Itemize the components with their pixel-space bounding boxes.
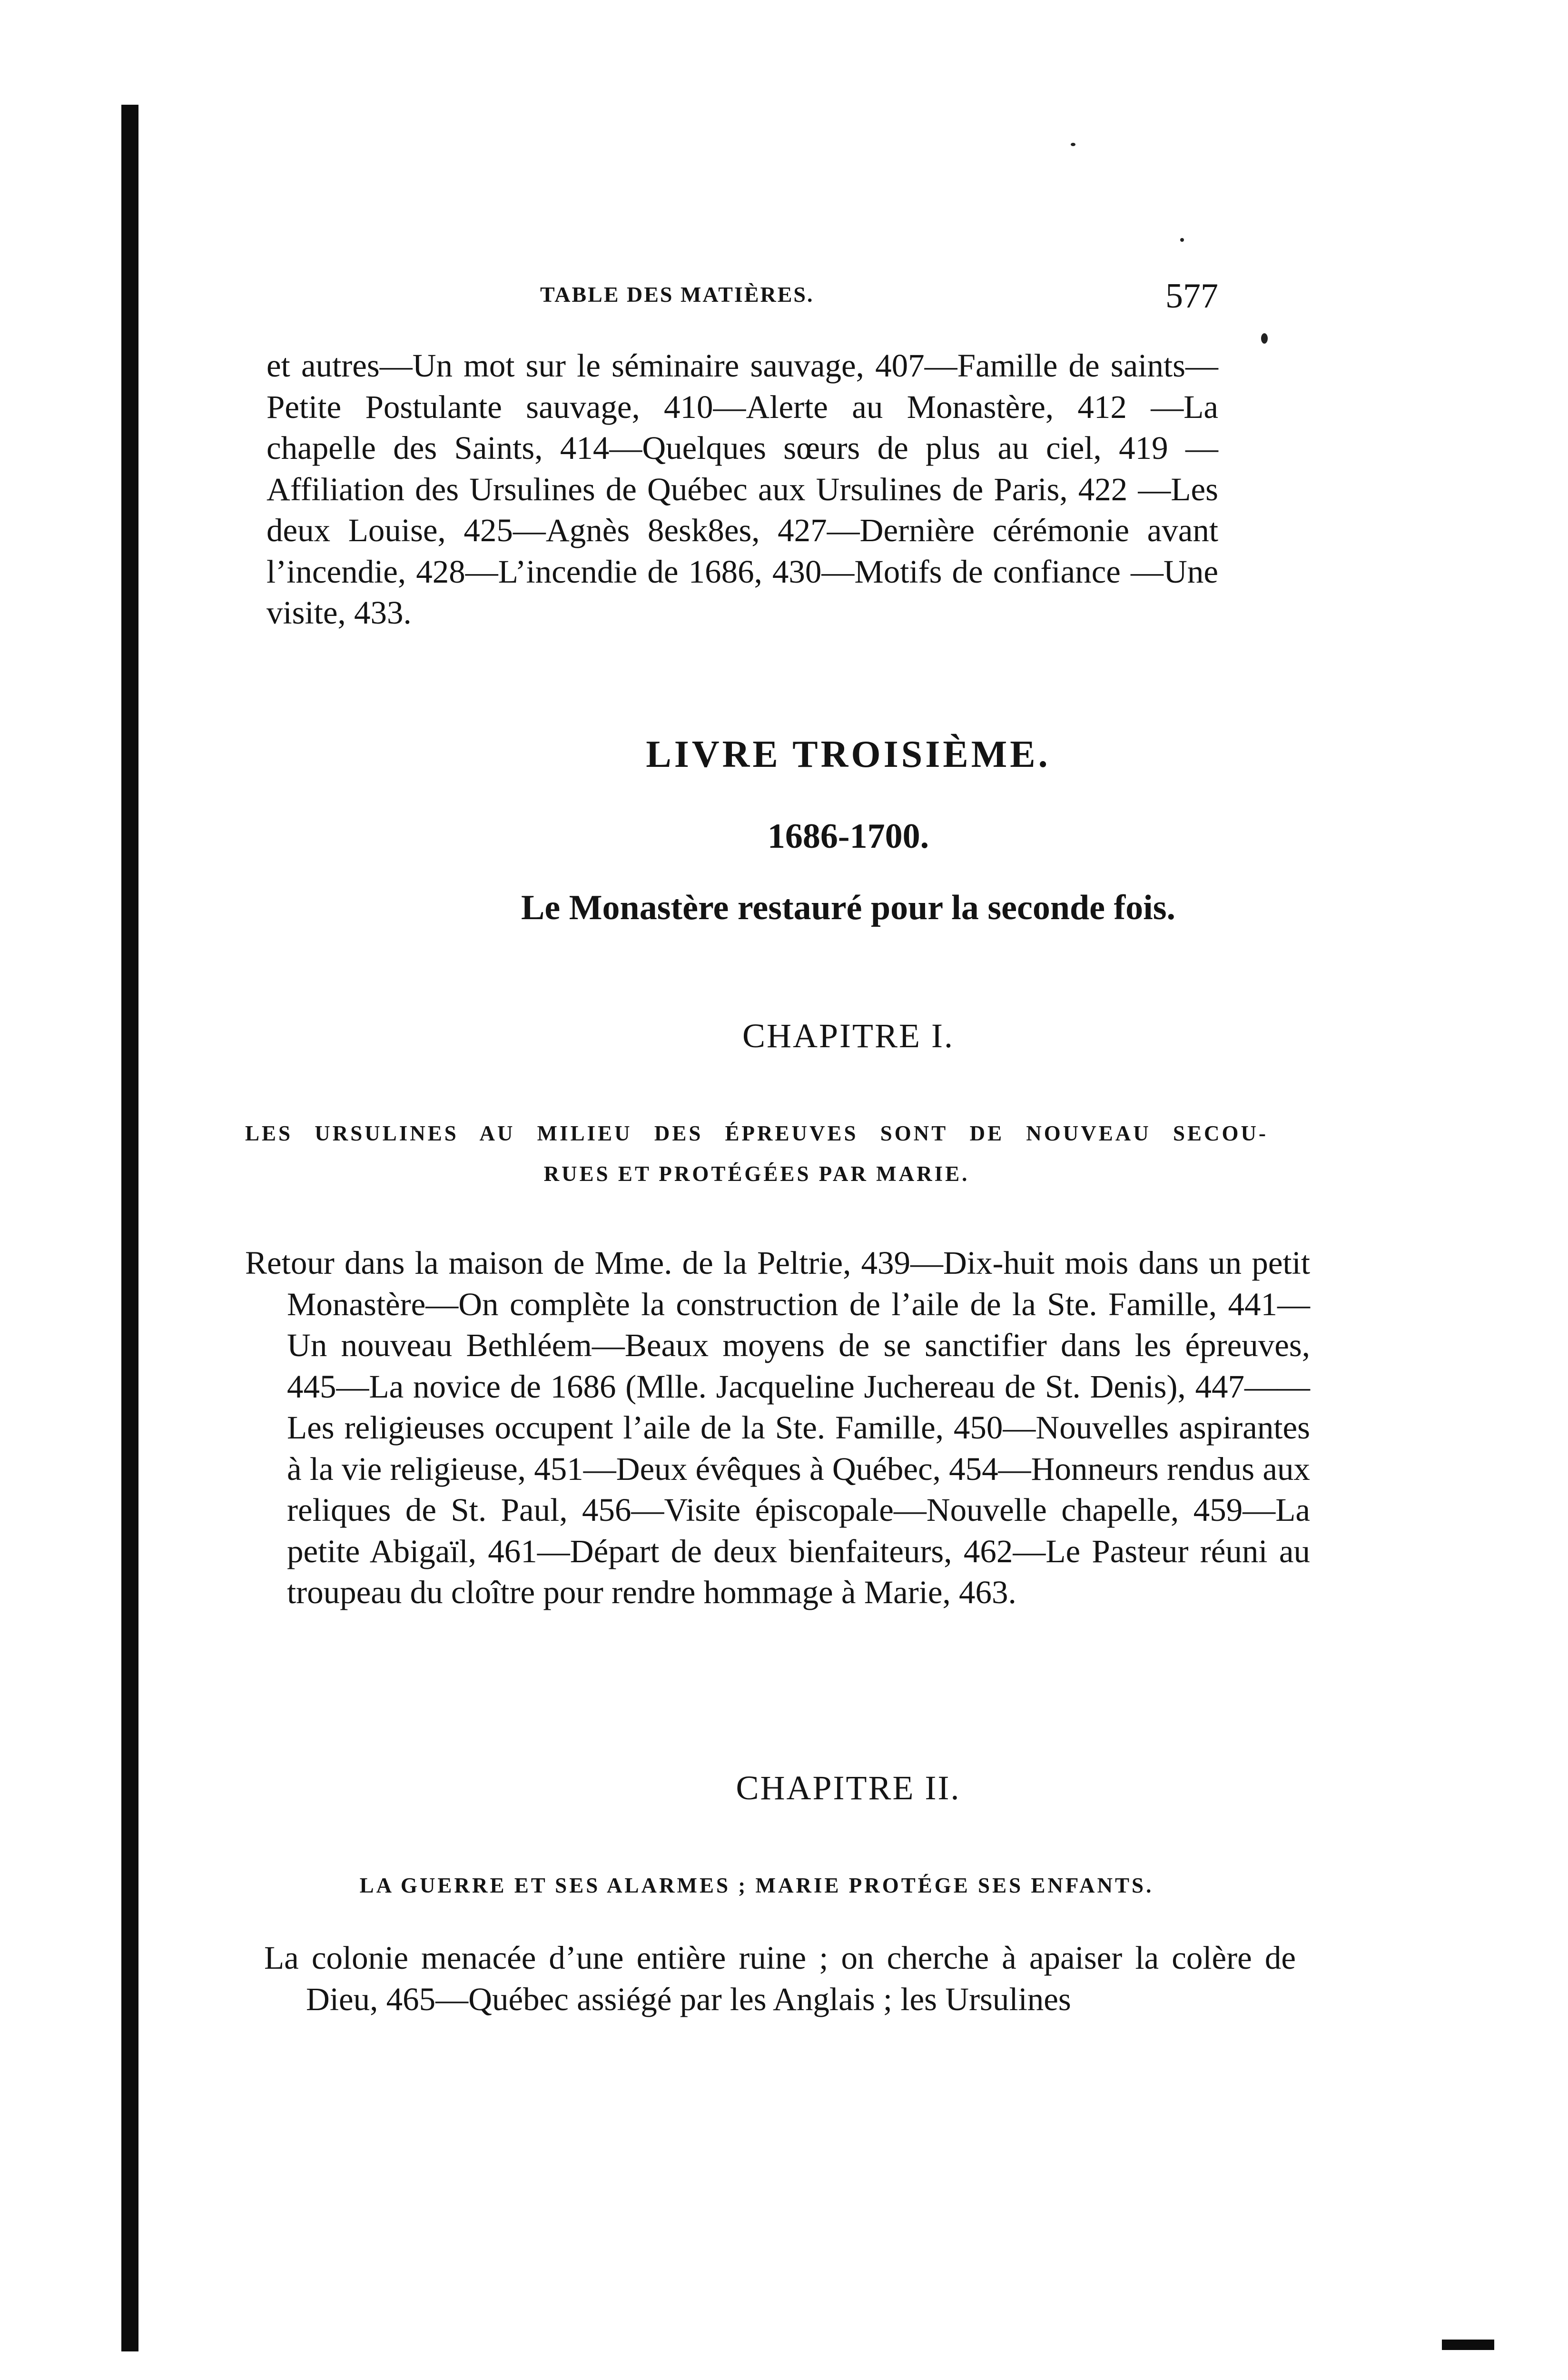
chapter-2-title: CHAPITRE II.	[736, 1769, 961, 1807]
binding-edge-shadow	[121, 105, 138, 2351]
running-title: TABLE DES MATIÈRES.	[540, 282, 814, 307]
book-title: LIVRE TROISIÈME.	[646, 734, 1051, 775]
chapter-1-heading-line-2: RUES ET PROTÉGÉES PAR MARIE.	[543, 1162, 970, 1186]
page-number: 577	[1165, 277, 1218, 316]
chapter-1-heading-line-1: LES URSULINES AU MILIEU DES ÉPREUVES SONT DE NOUVEAU SECOU-	[245, 1121, 1268, 1145]
chapter-1-title: CHAPITRE I.	[742, 1017, 954, 1055]
chapter-1-summary: Retour dans la maison de Mme. de la Peltrie, 439—Dix-huit mois dans un petit Monastère—On complète la construction de l’aile de la Ste. Famille, 441—Un nouveau Bethléem—Beaux moyens de se sanctifier dans les épreuves, 445—La novice de 1686 (Mlle. Jacqueline Juchereau de St. Denis), 447——Les religieuses occupent l’aile de la Ste. Famille, 450—Nouvelles aspirantes à la vie religieuse, 451—Deux évêques à Québec, 454—Honneurs rendus aux reliques de St. Paul, 456—Visite épiscopale—Nouvelle chapelle, 459—La petite Abigaïl, 461—Départ de deux bienfaiteurs, 462—Le Pasteur réuni au troupeau du cloître pour rendre hommage à Marie, 463.	[245, 1245, 1310, 1610]
ink-speck	[1261, 333, 1268, 344]
book-subtitle: Le Monastère restauré pour la seconde fois.	[521, 888, 1175, 927]
ink-speck	[1180, 238, 1184, 242]
chapter-2-heading: LA GUERRE ET SES ALARMES ; MARIE PROTÉGE SES ENFANTS.	[359, 1874, 1154, 1897]
continued-entry-paragraph: et autres—Un mot sur le séminaire sauvage, 407—Famille de saints—Petite Postulante sauvage, 410—Alerte au Monastère, 412 —La chapelle des Saints, 414—Quelques sœurs de plus au ciel, 419 —Affiliation des Ursulines de Québec aux Ursulines de Paris, 422 —Les deux Louise, 425—Agnès 8esk8es, 427—Dernière cérémonie avant l’incendie, 428—L’incendie de 1686, 430—Motifs de confiance —Une visite, 433.	[266, 347, 1218, 631]
chapter-2-summary: La colonie menacée d’une entière ruine ; on cherche à apaiser la colère de Dieu, 465—Québec assiégé par les Anglais ; les Ursulines	[264, 1940, 1296, 2017]
book-years: 1686-1700.	[767, 817, 929, 856]
ink-speck	[1071, 143, 1075, 146]
scan-corner-mark	[1442, 2340, 1494, 2350]
page-header	[495, 276, 1218, 319]
